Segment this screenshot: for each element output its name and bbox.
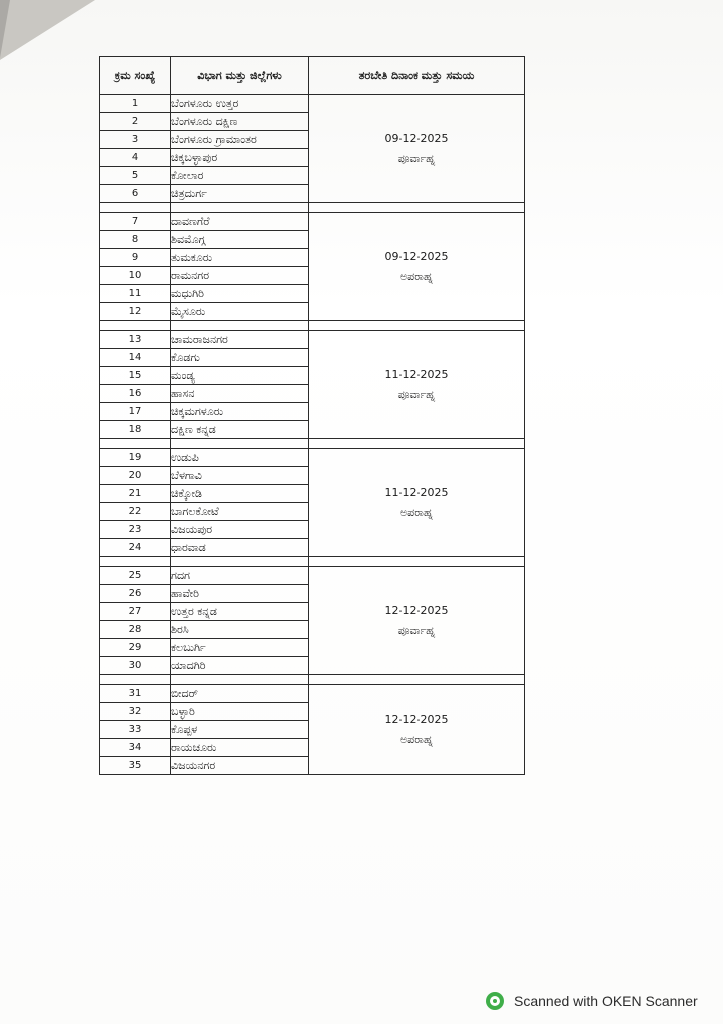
- district-name-cell: ಬೆಂಗಳೂರು ದಕ್ಷಿಣ: [171, 113, 309, 131]
- serial-number-cell: 13: [100, 331, 171, 349]
- district-name-cell: ರಾಯಚೂರು: [171, 739, 309, 757]
- district-name-cell: ಬೆಂಗಳೂರು ಉತ್ತರ: [171, 95, 309, 113]
- separator-cell: [171, 675, 309, 685]
- district-name-cell: ಕಲಬುರ್ಗಿ: [171, 639, 309, 657]
- schedule-date: 09-12-2025: [384, 249, 449, 263]
- district-name-cell: ಉತ್ತರ ಕನ್ನಡ: [171, 603, 309, 621]
- district-name-cell: ಚಿಕ್ಕಬಳ್ಳಾಪುರ: [171, 149, 309, 167]
- schedule-session: ಅಪರಾಹ್ನ: [399, 269, 434, 283]
- schedule-slot-cell: [309, 331, 525, 439]
- separator-cell: [100, 557, 171, 567]
- district-name-cell: ಮಂಡ್ಯ: [171, 367, 309, 385]
- table-row: [100, 213, 525, 231]
- schedule-slot-cell: [309, 95, 525, 203]
- district-name-cell: ಧಾರವಾಡ: [171, 539, 309, 557]
- serial-number-cell: 26: [100, 585, 171, 603]
- separator-cell: [100, 439, 171, 449]
- schedule-session: ಅಪರಾಹ್ನ: [399, 505, 434, 519]
- serial-number-cell: 14: [100, 349, 171, 367]
- serial-number-cell: 7: [100, 213, 171, 231]
- table-header-row: [100, 57, 525, 95]
- separator-cell: [171, 557, 309, 567]
- header-schedule: ತರಬೇತಿ ದಿನಾಂಕ ಮತ್ತು ಸಮಯ: [309, 57, 525, 95]
- serial-number-cell: 5: [100, 167, 171, 185]
- table-row: [100, 685, 525, 703]
- district-name-cell: ಉಡುಪಿ: [171, 449, 309, 467]
- serial-number-cell: 30: [100, 657, 171, 675]
- district-name-cell: ಬಳ್ಳಾರಿ: [171, 703, 309, 721]
- schedule-session: ಪೂರ್ವಾಹ್ನ: [397, 151, 436, 165]
- schedule-session: ಅಪರಾಹ್ನ: [399, 732, 434, 746]
- district-name-cell: ಗದಗ: [171, 567, 309, 585]
- serial-number-cell: 2: [100, 113, 171, 131]
- district-name-cell: ಶಿವಮೊಗ್ಗ: [171, 231, 309, 249]
- district-name-cell: ಚಿಕ್ಕಮಗಳೂರು: [171, 403, 309, 421]
- district-name-cell: ಬಾಗಲಕೋಟೆ: [171, 503, 309, 521]
- district-name-cell: ಚಿಕ್ಕೋಡಿ: [171, 485, 309, 503]
- schedule-session: ಪೂರ್ವಾಹ್ನ: [397, 387, 436, 401]
- scanner-watermark: [486, 990, 698, 1012]
- serial-number-cell: 23: [100, 521, 171, 539]
- header-serial: ಕ್ರಮ ಸಂಖ್ಯೆ: [100, 57, 171, 95]
- serial-number-cell: 32: [100, 703, 171, 721]
- serial-number-cell: 15: [100, 367, 171, 385]
- schedule-date: 12-12-2025: [384, 712, 449, 726]
- district-name-cell: ಕೊಪ್ಪಳ: [171, 721, 309, 739]
- district-name-cell: ಚಾಮರಾಜನಗರ: [171, 331, 309, 349]
- district-name-cell: ದಕ್ಷಿಣ ಕನ್ನಡ: [171, 421, 309, 439]
- table-row: [100, 567, 525, 585]
- separator-cell: [309, 675, 525, 685]
- serial-number-cell: 22: [100, 503, 171, 521]
- serial-number-cell: 12: [100, 303, 171, 321]
- page-fold-shadow: [0, 0, 10, 58]
- schedule-slot-cell: [309, 567, 525, 675]
- serial-number-cell: 3: [100, 131, 171, 149]
- district-name-cell: ತುಮಕೂರು: [171, 249, 309, 267]
- group-separator-row: [100, 557, 525, 567]
- serial-number-cell: 1: [100, 95, 171, 113]
- separator-cell: [100, 203, 171, 213]
- schedule-date: 11-12-2025: [384, 367, 449, 381]
- separator-cell: [309, 439, 525, 449]
- serial-number-cell: 8: [100, 231, 171, 249]
- training-schedule-table: [99, 56, 525, 775]
- serial-number-cell: 6: [100, 185, 171, 203]
- district-name-cell: ಮಧುಗಿರಿ: [171, 285, 309, 303]
- oken-scanner-logo-icon: [486, 992, 504, 1010]
- serial-number-cell: 25: [100, 567, 171, 585]
- separator-cell: [309, 203, 525, 213]
- table-body: [100, 95, 525, 775]
- serial-number-cell: 17: [100, 403, 171, 421]
- group-separator-row: [100, 203, 525, 213]
- district-name-cell: ಬೆಳಗಾವಿ: [171, 467, 309, 485]
- serial-number-cell: 34: [100, 739, 171, 757]
- district-name-cell: ಯಾದಗಿರಿ: [171, 657, 309, 675]
- district-name-cell: ದಾವಣಗೆರೆ: [171, 213, 309, 231]
- district-name-cell: ಶಿರಸಿ: [171, 621, 309, 639]
- district-name-cell: ಬೆಂಗಳೂರು ಗ್ರಾಮಾಂತರ: [171, 131, 309, 149]
- group-separator-row: [100, 675, 525, 685]
- separator-cell: [171, 321, 309, 331]
- serial-number-cell: 9: [100, 249, 171, 267]
- serial-number-cell: 28: [100, 621, 171, 639]
- separator-cell: [171, 439, 309, 449]
- serial-number-cell: 10: [100, 267, 171, 285]
- separator-cell: [100, 675, 171, 685]
- table-row: [100, 95, 525, 113]
- page-fold-corner: [0, 0, 95, 60]
- district-name-cell: ಚಿತ್ರದುರ್ಗ: [171, 185, 309, 203]
- serial-number-cell: 11: [100, 285, 171, 303]
- separator-cell: [100, 321, 171, 331]
- serial-number-cell: 29: [100, 639, 171, 657]
- district-name-cell: ರಾಮನಗರ: [171, 267, 309, 285]
- serial-number-cell: 16: [100, 385, 171, 403]
- serial-number-cell: 21: [100, 485, 171, 503]
- group-separator-row: [100, 439, 525, 449]
- district-name-cell: ಮೈಸೂರು: [171, 303, 309, 321]
- schedule-date: 11-12-2025: [384, 485, 449, 499]
- group-separator-row: [100, 321, 525, 331]
- serial-number-cell: 18: [100, 421, 171, 439]
- table-row: [100, 449, 525, 467]
- district-name-cell: ವಿಜಯನಗರ: [171, 757, 309, 775]
- schedule-slot-cell: [309, 685, 525, 775]
- serial-number-cell: 27: [100, 603, 171, 621]
- serial-number-cell: 4: [100, 149, 171, 167]
- schedule-slot-cell: [309, 449, 525, 557]
- schedule-date: 09-12-2025: [384, 131, 449, 145]
- district-name-cell: ಹಾವೇರಿ: [171, 585, 309, 603]
- serial-number-cell: 35: [100, 757, 171, 775]
- district-name-cell: ಹಾಸನ: [171, 385, 309, 403]
- serial-number-cell: 19: [100, 449, 171, 467]
- separator-cell: [309, 557, 525, 567]
- serial-number-cell: 33: [100, 721, 171, 739]
- scanner-text: Scanned with OKEN Scanner: [514, 993, 698, 1009]
- district-name-cell: ಕೊಡಗು: [171, 349, 309, 367]
- schedule-session: ಪೂರ್ವಾಹ್ನ: [397, 623, 436, 637]
- district-name-cell: ಕೋಲಾರ: [171, 167, 309, 185]
- district-name-cell: ಬೀದರ್: [171, 685, 309, 703]
- serial-number-cell: 31: [100, 685, 171, 703]
- table-row: [100, 331, 525, 349]
- separator-cell: [171, 203, 309, 213]
- separator-cell: [309, 321, 525, 331]
- header-district: ವಿಭಾಗ ಮತ್ತು ಜಿಲ್ಲೆಗಳು: [171, 57, 309, 95]
- schedule-slot-cell: [309, 213, 525, 321]
- serial-number-cell: 24: [100, 539, 171, 557]
- schedule-date: 12-12-2025: [384, 603, 449, 617]
- serial-number-cell: 20: [100, 467, 171, 485]
- district-name-cell: ವಿಜಯಪುರ: [171, 521, 309, 539]
